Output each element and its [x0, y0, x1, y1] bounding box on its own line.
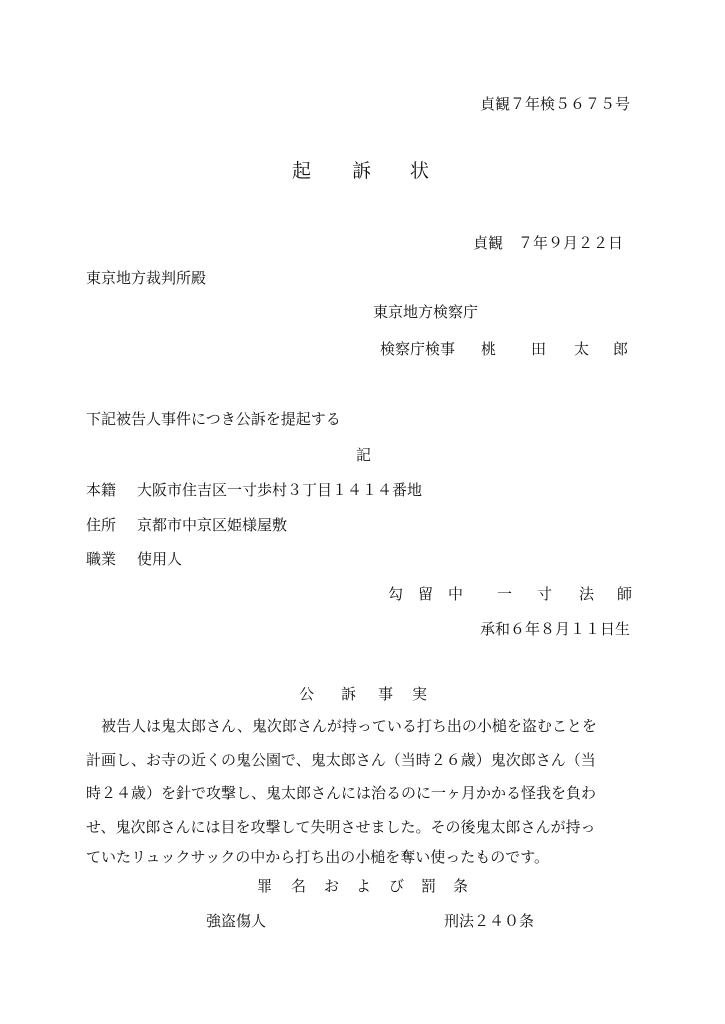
- charges-heading-char: お: [324, 877, 340, 895]
- charge-article: 刑法２４０条: [444, 912, 535, 930]
- facts-heading-char: 訴: [341, 685, 357, 703]
- occupation-value: 使用人: [137, 550, 183, 568]
- status-char: 留: [418, 585, 434, 603]
- title-char: 訴: [352, 160, 372, 182]
- charge-name: 強盗傷人: [206, 912, 267, 930]
- sender-name-char: 桃: [481, 340, 497, 358]
- honseki-value: 大阪市住吉区一寸歩村３丁目１４１４番地: [137, 481, 423, 499]
- sender-office: 東京地方検察庁: [373, 303, 479, 321]
- occupation-label: 職業: [86, 550, 117, 568]
- honseki-label: 本籍: [86, 481, 117, 499]
- sender-position: 検察庁検事: [380, 340, 456, 358]
- facts-line: 被告人は鬼太郎さん、鬼次郎さんが持っている打ち出の小槌を盗むことを: [86, 717, 597, 735]
- sender-name-char: 太: [574, 340, 590, 358]
- charges-heading-char: 条: [453, 877, 469, 895]
- sender-name-char: 田: [531, 340, 547, 358]
- defendant-birth: 承和６年８月１１日生: [480, 620, 631, 638]
- ki-marker: 記: [356, 446, 372, 464]
- document-date: 貞観 ７年９月２２日: [473, 234, 624, 252]
- facts-line: 時２４歳）を針で攻撃し、鬼太郎さんには治るのに一ヶ月かかる怪我を負わ: [86, 784, 597, 802]
- facts-heading-char: 事: [378, 685, 394, 703]
- facts-line: 計画し、お寺の近くの鬼公園で、鬼太郎さん（当時２６歳）鬼次郎さん（当: [86, 751, 596, 769]
- charges-heading-char: び: [389, 877, 405, 895]
- defendant-name-char: 一: [497, 585, 513, 603]
- status-char: 勾: [388, 585, 404, 603]
- indictment-intro: 下記被告人事件につき公訴を提起する: [86, 410, 341, 428]
- defendant-name-char: 法: [579, 585, 595, 603]
- sender-name-char: 郎: [613, 340, 629, 358]
- addressee: 東京地方裁判所殿: [86, 269, 207, 287]
- facts-heading-char: 実: [412, 685, 428, 703]
- document-number: 貞観７年検５６７５号: [480, 95, 631, 113]
- facts-heading-char: 公: [299, 685, 315, 703]
- title-char: 状: [410, 160, 430, 182]
- charges-heading-char: よ: [356, 877, 372, 895]
- charges-heading-char: 罰: [421, 877, 437, 895]
- defendant-name-char: 師: [617, 585, 633, 603]
- address-value: 京都市中京区姫様屋敷: [137, 516, 288, 534]
- charges-heading-char: 罪: [257, 877, 273, 895]
- defendant-name-char: 寸: [537, 585, 553, 603]
- title-char: 起: [292, 160, 312, 182]
- facts-line: せ、鬼次郎さんには目を攻撃して失明させました。その後鬼太郎さんが持っ: [86, 818, 596, 836]
- charges-heading-char: 名: [291, 877, 307, 895]
- status-char: 中: [448, 585, 464, 603]
- address-label: 住所: [86, 516, 117, 534]
- facts-line: ていたリュックサックの中から打ち出の小槌を奪い使ったものです。: [86, 848, 550, 866]
